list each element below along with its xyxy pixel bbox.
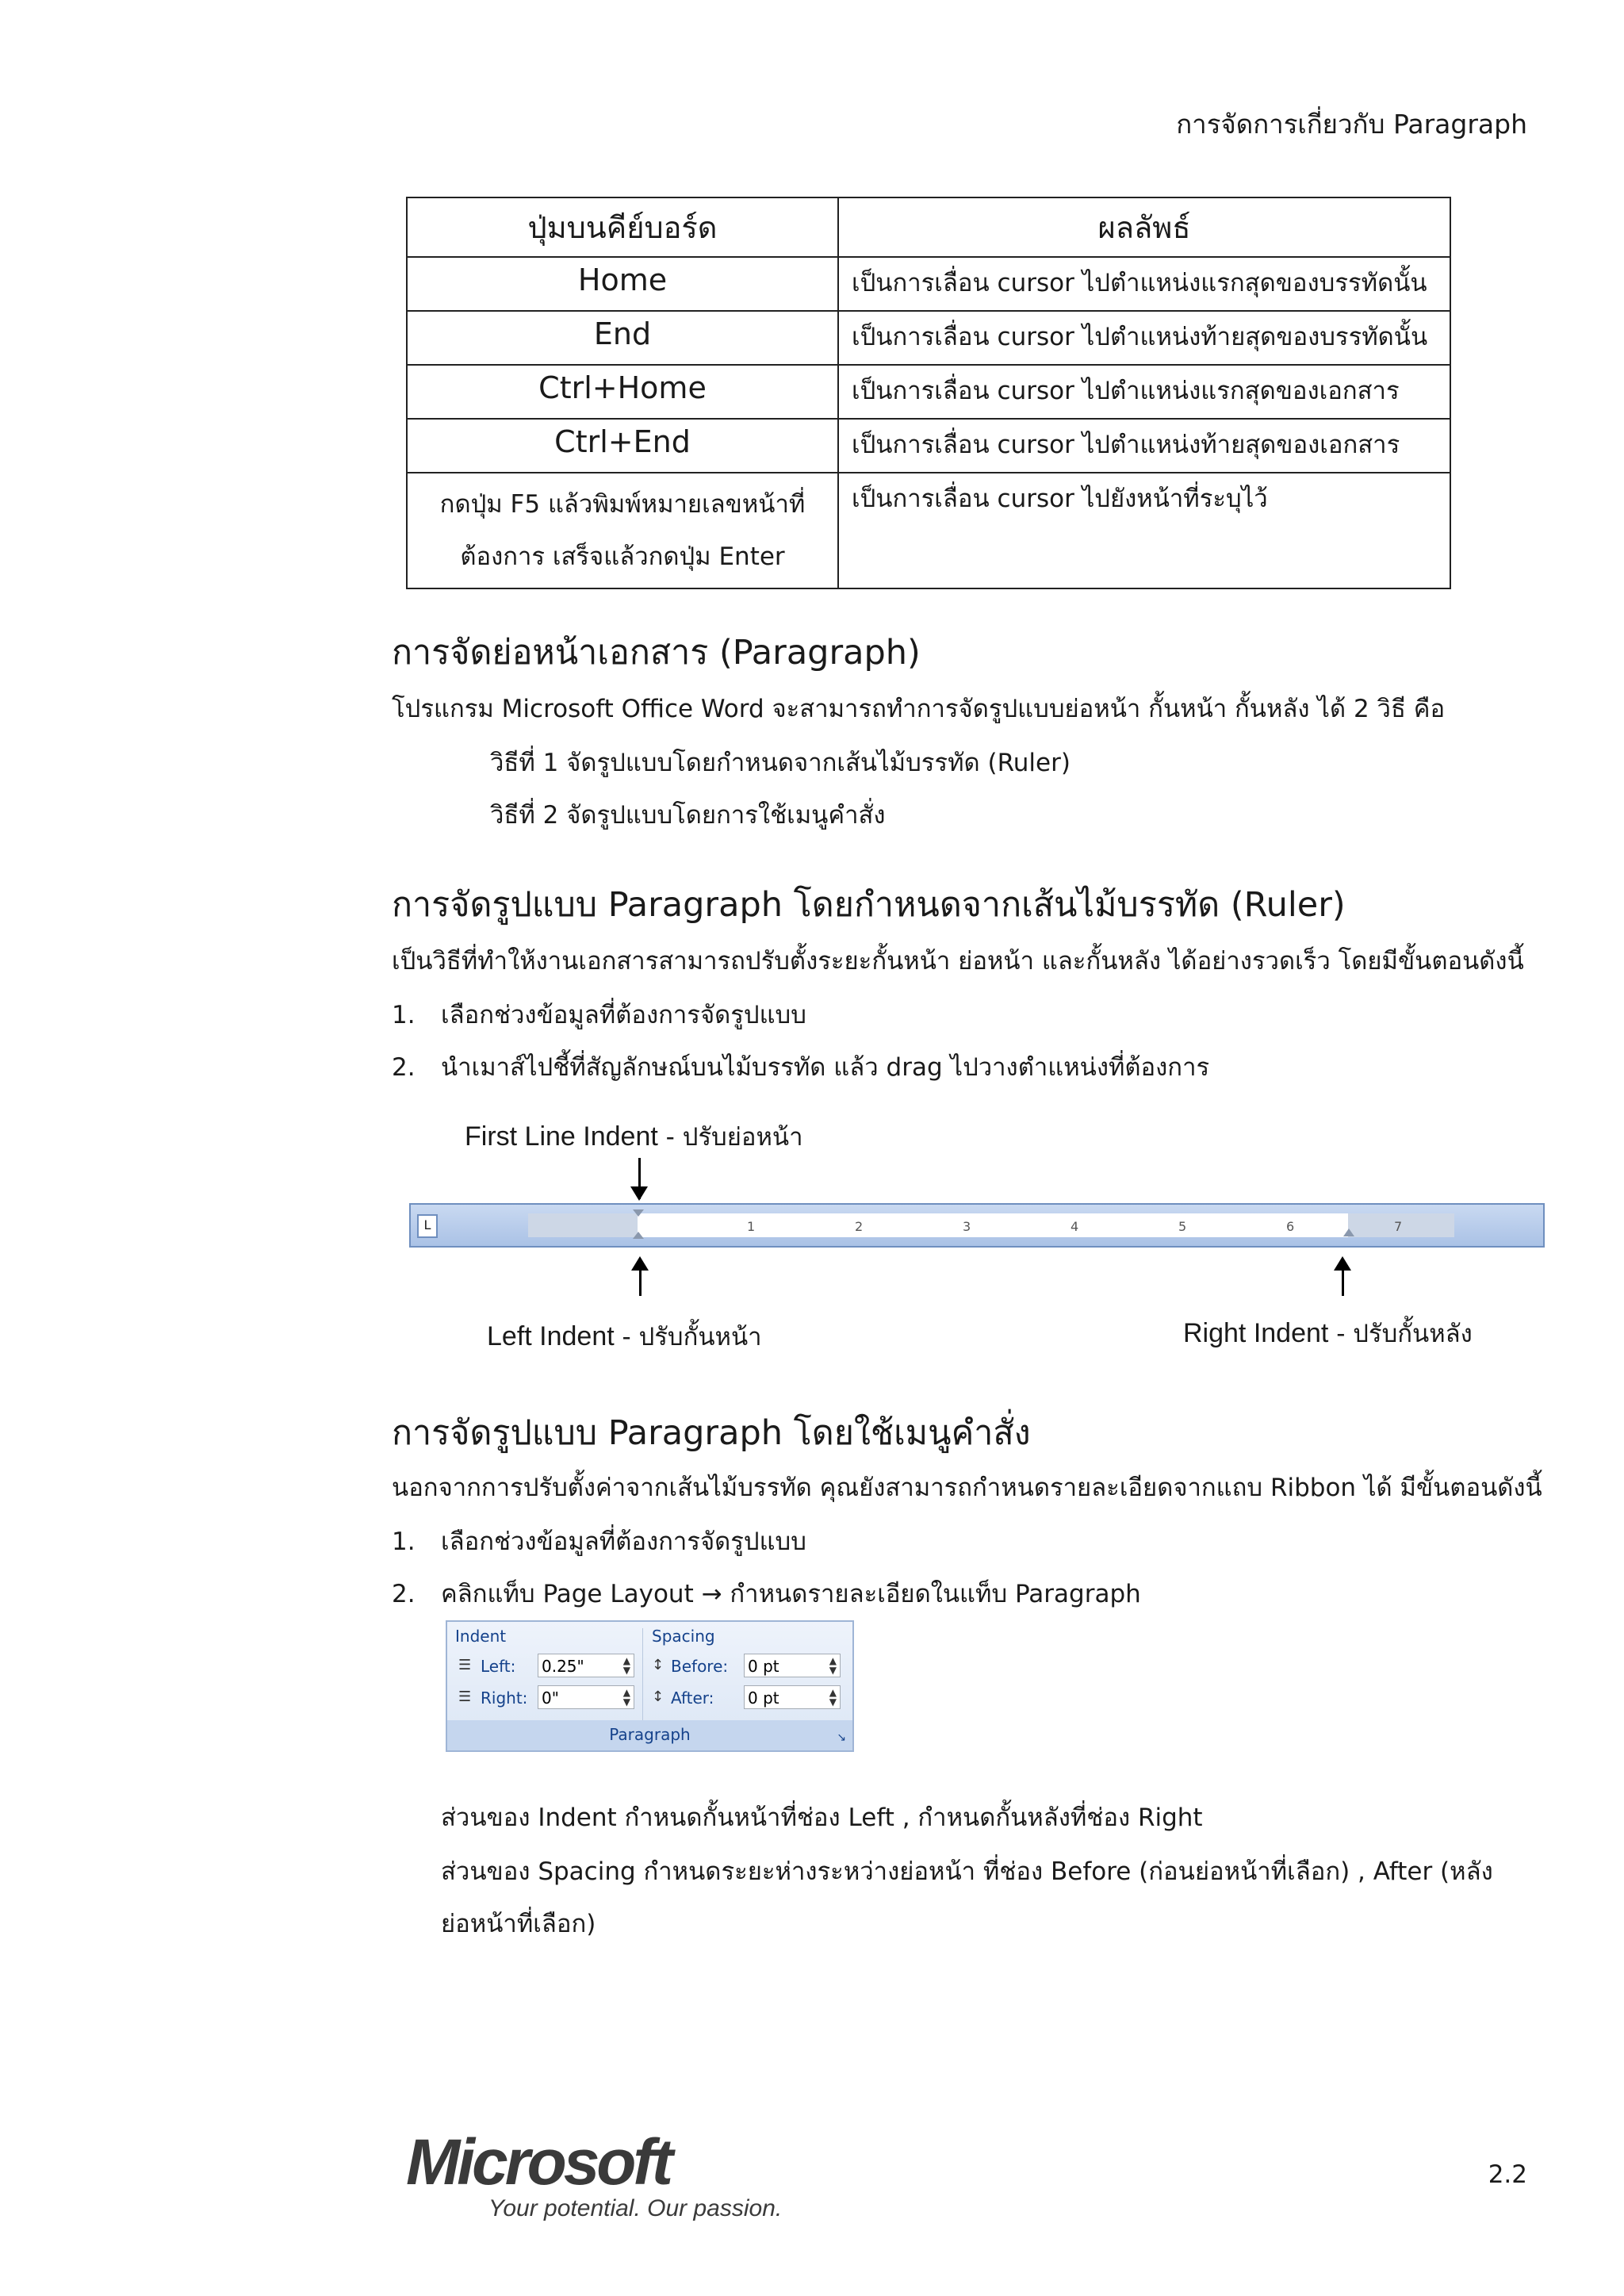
table-cell-result: เป็นการเลื่อน cursor ไปตำแหน่งท้ายสุดของเอกสาร bbox=[838, 419, 1450, 473]
ruler-tick-label: 4 bbox=[1071, 1219, 1079, 1234]
table-row bbox=[407, 473, 1450, 588]
logo-tagline: Your potential. Our passion. bbox=[488, 2195, 783, 2221]
keyboard-shortcuts-table bbox=[406, 197, 1451, 589]
first-line-indent-desc: - ปรับย่อหน้า bbox=[665, 1123, 803, 1152]
left-indent-desc: - ปรับกั้นหน้า bbox=[622, 1323, 762, 1351]
dialog-launcher-icon[interactable]: ↘ bbox=[837, 1731, 846, 1744]
right-indent-marker-icon[interactable] bbox=[1343, 1228, 1354, 1236]
first-line-indent-name: First Line Indent bbox=[465, 1121, 658, 1152]
microsoft-logo bbox=[406, 2125, 782, 2222]
group-label: Paragraph bbox=[609, 1725, 691, 1744]
indent-right-input[interactable] bbox=[538, 1685, 634, 1709]
list-item-text: นำเมาส์ไปชี้ที่สัญลักษณ์บนไม้บรรทัด แล้ว drag ไปวางตำแหน่งที่ต้องการ bbox=[441, 1053, 1210, 1082]
arrow-up-icon bbox=[639, 1267, 642, 1296]
left-label: Left: bbox=[481, 1657, 516, 1676]
list-item bbox=[392, 995, 806, 1034]
table-header-key: ปุ่มบนคีย์บอร์ด bbox=[407, 197, 838, 257]
table-cell-result: เป็นการเลื่อน cursor ไปตำแหน่งท้ายสุดของบรรทัดนั้น bbox=[838, 311, 1450, 365]
note-spacing-continued: ย่อหน้าที่เลือก) bbox=[441, 1910, 596, 1938]
indent-title: Indent bbox=[455, 1627, 507, 1646]
paragraph-group-panel bbox=[446, 1620, 854, 1752]
word-ruler[interactable] bbox=[409, 1203, 1545, 1248]
note-indent: ส่วนของ Indent กำหนดกั้นหน้าที่ช่อง Left , กำหนดกั้นหลังที่ช่อง Right bbox=[441, 1803, 1203, 1832]
note-spacing: ส่วนของ Spacing กำหนดระยะห่างระหว่างย่อหน้า ที่ช่อง Before (ก่อนย่อหน้าที่เลือก) , After (หลัง bbox=[441, 1857, 1493, 1886]
group-label-bar bbox=[447, 1720, 852, 1750]
spinner-icon[interactable]: ▲ ▼ bbox=[829, 1655, 837, 1676]
tab-selector-icon[interactable]: L bbox=[417, 1214, 438, 1238]
list-item-number: 2. bbox=[392, 1053, 416, 1082]
table-cell-result: เป็นการเลื่อน cursor ไปตำแหน่งแรกสุดของเอกสาร bbox=[838, 365, 1450, 419]
page-header-title: การจัดการเกี่ยวกับ Paragraph bbox=[1176, 109, 1527, 140]
ruler-tick-label: 6 bbox=[1286, 1219, 1295, 1234]
ruler-tick-label: 7 bbox=[1394, 1219, 1403, 1234]
ruler-track bbox=[528, 1213, 1454, 1237]
first-line-indent-marker-icon[interactable] bbox=[633, 1209, 644, 1217]
arrowhead-down-icon bbox=[630, 1186, 648, 1201]
page-number: 2.2 bbox=[1488, 2160, 1527, 2189]
table-cell-key: End bbox=[407, 311, 838, 365]
table-cell-key: Ctrl+End bbox=[407, 419, 838, 473]
spinner-icon[interactable]: ▲ ▼ bbox=[829, 1687, 837, 1708]
table-cell-key: Home bbox=[407, 257, 838, 311]
section1-intro: โปรแกรม Microsoft Office Word จะสามารถทำการจัดรูปแบบย่อหน้า กั้นหน้า กั้นหลัง ได้ 2 วิธี คือ bbox=[392, 695, 1446, 723]
spacing-before-value: 0 pt bbox=[748, 1657, 779, 1676]
key-line-2: ต้องการ เสร็จแล้วกดปุ่ม Enter bbox=[460, 542, 785, 571]
table-row bbox=[407, 365, 1450, 419]
section3-heading: การจัดรูปแบบ Paragraph โดยใช้เมนูคำสั่ง bbox=[392, 1413, 1031, 1453]
ruler-tick-label: 3 bbox=[963, 1219, 971, 1234]
indent-right-value: 0" bbox=[542, 1688, 559, 1708]
logo-wordmark: Microsoft bbox=[406, 2126, 670, 2198]
spacing-after-input[interactable] bbox=[744, 1685, 841, 1709]
right-indent-name: Right Indent bbox=[1183, 1318, 1329, 1348]
table-row bbox=[407, 419, 1450, 473]
method-2-text: วิธีที่ 2 จัดรูปแบบโดยการใช้เมนูคำสั่ง bbox=[490, 801, 886, 830]
left-indent-name: Left Indent bbox=[487, 1321, 615, 1351]
section2-heading: การจัดรูปแบบ Paragraph โดยกำหนดจากเส้นไม้บรรทัด (Ruler) bbox=[392, 885, 1346, 925]
table-cell-result: เป็นการเลื่อน cursor ไปยังหน้าที่ระบุไว้ bbox=[838, 473, 1450, 588]
list-item-text: เลือกช่วงข้อมูลที่ต้องการจัดรูปแบบ bbox=[441, 1527, 806, 1556]
spacing-before-icon: ↕ bbox=[652, 1657, 665, 1673]
table-cell-result: เป็นการเลื่อน cursor ไปตำแหน่งแรกสุดของบรรทัดนั้น bbox=[838, 257, 1450, 311]
ruler-tick-label: 1 bbox=[747, 1219, 756, 1234]
table-row bbox=[407, 257, 1450, 311]
spinner-icon[interactable]: ▲ ▼ bbox=[622, 1655, 630, 1676]
spacing-after-icon: ↕ bbox=[652, 1688, 665, 1705]
list-item bbox=[392, 1573, 1141, 1613]
ruler-tick-label: 5 bbox=[1178, 1219, 1187, 1234]
left-indent-marker-icon[interactable] bbox=[633, 1232, 644, 1239]
list-item-number: 2. bbox=[392, 1580, 416, 1608]
after-label: After: bbox=[671, 1688, 714, 1708]
first-line-indent-label bbox=[465, 1117, 803, 1156]
ruler-tick-label: 2 bbox=[855, 1219, 864, 1234]
table-row bbox=[407, 311, 1450, 365]
arrow-up-icon bbox=[1342, 1267, 1344, 1296]
spinner-icon[interactable]: ▲ ▼ bbox=[622, 1687, 630, 1708]
list-item-text: คลิกแท็บ Page Layout → กำหนดรายละเอียดในแท็บ Paragraph bbox=[441, 1580, 1141, 1608]
table-header-result: ผลลัพธ์ bbox=[838, 197, 1450, 257]
left-indent-label bbox=[487, 1317, 762, 1356]
key-line-1: กดปุ่ม F5 แล้วพิมพ์หมายเลขหน้าที่ bbox=[439, 490, 806, 519]
method-1-text: วิธีที่ 1 จัดรูปแบบโดยกำหนดจากเส้นไม้บรรทัด (Ruler) bbox=[490, 749, 1071, 777]
table-cell-key bbox=[407, 473, 838, 588]
right-indent-desc: - ปรับกั้นหลัง bbox=[1336, 1320, 1473, 1348]
section2-intro: เป็นวิธีที่ทำให้งานเอกสารสามารถปรับตั้งระยะกั้นหน้า ย่อหน้า และกั้นหลัง ได้อย่างรวดเร็ว โดยมีขั้นตอนดังนี้ bbox=[392, 947, 1524, 976]
list-item bbox=[392, 1521, 806, 1561]
list-item-text: เลือกช่วงข้อมูลที่ต้องการจัดรูปแบบ bbox=[441, 1001, 806, 1029]
table-cell-key: Ctrl+Home bbox=[407, 365, 838, 419]
indent-right-icon: ☰ bbox=[458, 1688, 472, 1705]
spacing-before-input[interactable] bbox=[744, 1654, 841, 1677]
right-label: Right: bbox=[481, 1688, 528, 1708]
before-label: Before: bbox=[671, 1657, 729, 1676]
list-item-number: 1. bbox=[392, 1527, 416, 1556]
list-item bbox=[392, 1047, 1209, 1087]
group-divider bbox=[642, 1628, 643, 1730]
indent-left-value: 0.25" bbox=[542, 1657, 584, 1676]
indent-left-input[interactable] bbox=[538, 1654, 634, 1677]
right-indent-label bbox=[1183, 1313, 1473, 1353]
list-item-number: 1. bbox=[392, 1001, 416, 1029]
spacing-title: Spacing bbox=[652, 1627, 715, 1646]
ruler-left-margin bbox=[528, 1213, 638, 1237]
section3-intro: นอกจากการปรับตั้งค่าจากเส้นไม้บรรทัด คุณยังสามารถกำหนดรายละเอียดจากแถบ Ribbon ได้ มีขั้นตอนดังนี้ bbox=[392, 1474, 1542, 1502]
spacing-after-value: 0 pt bbox=[748, 1688, 779, 1708]
section1-heading: การจัดย่อหน้าเอกสาร (Paragraph) bbox=[392, 633, 921, 673]
indent-left-icon: ☰ bbox=[458, 1657, 472, 1673]
